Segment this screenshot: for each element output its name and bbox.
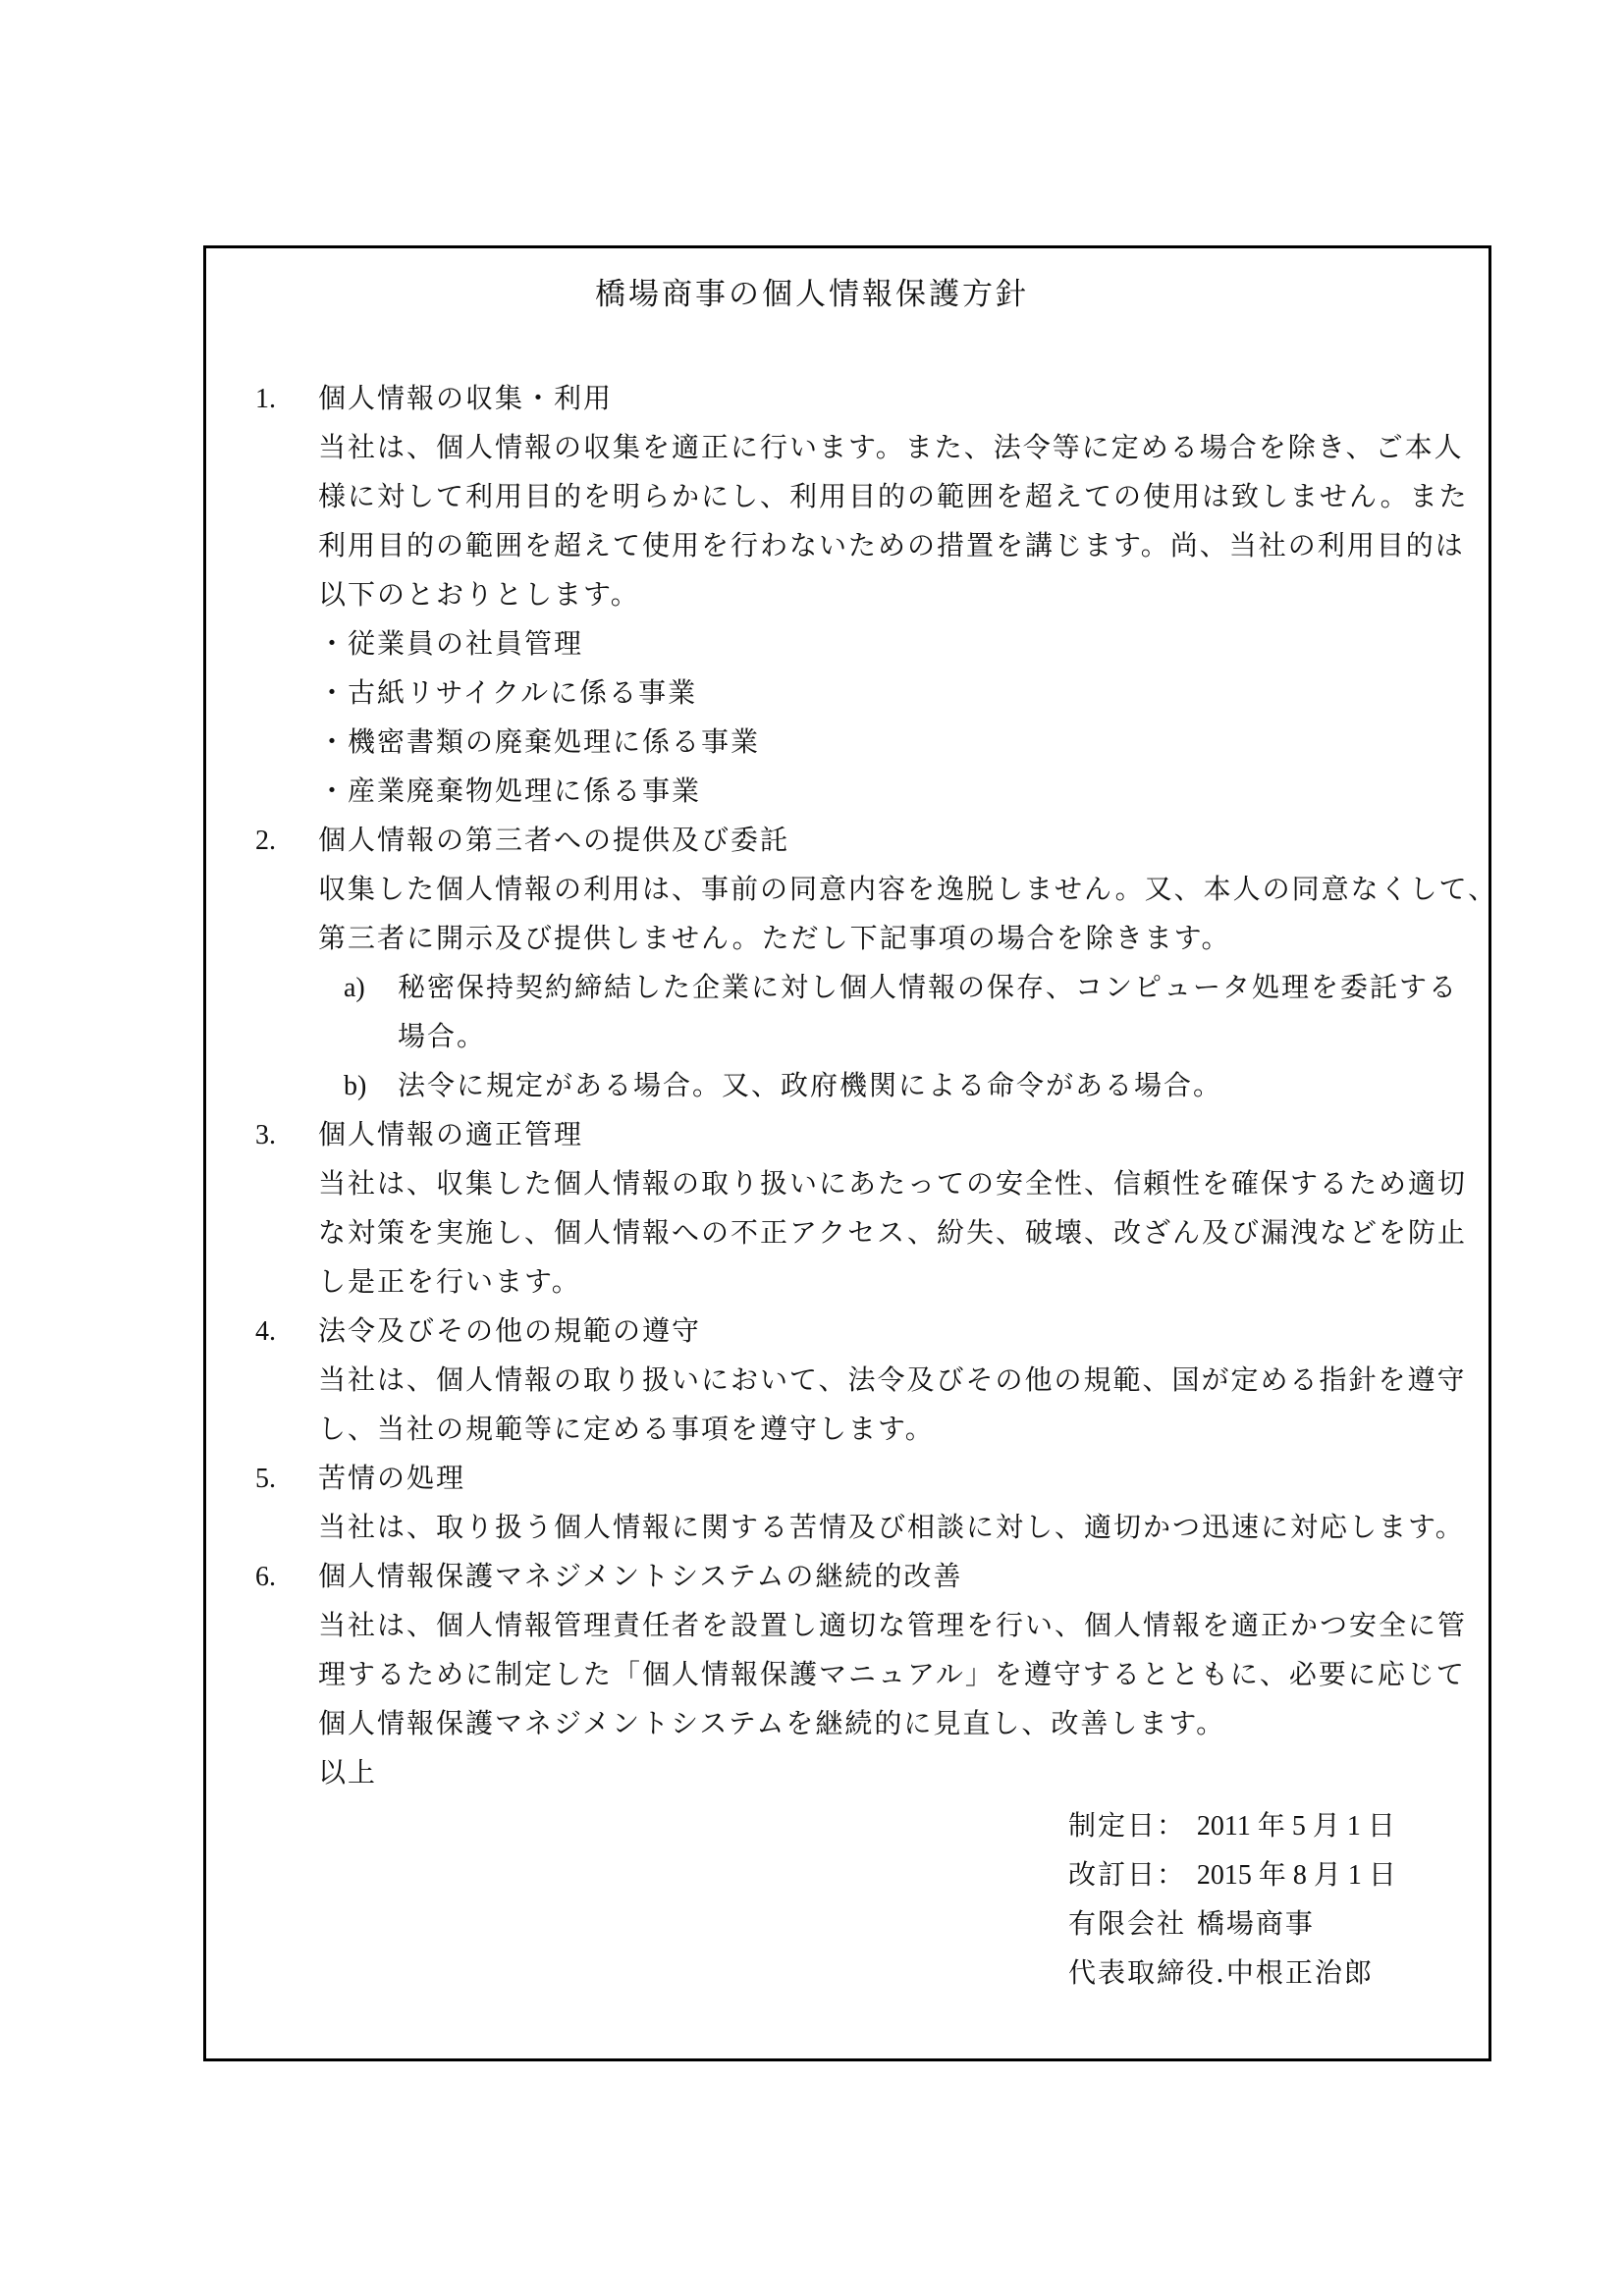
paragraph-line: 理するために制定した「個人情報保護マニュアル」を遵守するとともに、必要に応じて bbox=[318, 1658, 1466, 1690]
bullet-item: ・従業員の社員管理 bbox=[318, 627, 584, 660]
paragraph-line: 当社は、個人情報管理責任者を設置し適切な管理を行い、個人情報を適正かつ安全に管 bbox=[318, 1609, 1468, 1641]
sub-item-a bbox=[255, 963, 1459, 1012]
bullet-item: ・機密書類の廃棄処理に係る事業 bbox=[318, 725, 761, 758]
paragraph-line: 以下のとおりとします。 bbox=[318, 578, 640, 611]
company-name: 有限会社 橋場商事 bbox=[1068, 1907, 1315, 1940]
paragraph-line: 当社は、個人情報の収集を適正に行います。また、法令等に定める場合を除き、ご本人 bbox=[318, 431, 1464, 463]
sub-item-label: b) bbox=[344, 1071, 367, 1101]
representative-name: 代表取締役.中根正治郎 bbox=[1068, 1956, 1374, 1989]
revised-label: 改訂日： bbox=[1068, 1858, 1187, 1891]
paragraph-line: し是正を行います。 bbox=[318, 1265, 581, 1298]
section-heading: 個人情報の第三者への提供及び委託 bbox=[318, 824, 790, 856]
section-2-heading bbox=[255, 816, 1448, 865]
section-number: 3. bbox=[255, 1120, 276, 1150]
signature-block bbox=[1068, 1801, 1396, 1998]
closing-text: 以上 bbox=[318, 1756, 378, 1789]
established-date: 2011 年 5 月 1 日 bbox=[1196, 1811, 1395, 1842]
document-title: 橋場商事の個人情報保護方針 bbox=[595, 277, 1029, 312]
established-date-line bbox=[1068, 1801, 1396, 1850]
section-number: 2. bbox=[255, 826, 276, 856]
paragraph-line: 第三者に開示及び提供しません。ただし下記事項の場合を除きます。 bbox=[318, 922, 1231, 954]
paragraph-line: 様に対して利用目的を明らかにし、利用目的の範囲を超えての使用は致しません。また bbox=[318, 480, 1469, 512]
section-heading: 個人情報の収集・利用 bbox=[318, 382, 614, 414]
paragraph-line: 利用目的の範囲を超えて使用を行わないための措置を講じます。尚、当社の利用目的は bbox=[318, 529, 1465, 561]
section-heading: 個人情報の適正管理 bbox=[318, 1118, 584, 1150]
section-1-heading bbox=[255, 374, 1448, 423]
paragraph-line: 当社は、収集した個人情報の取り扱いにあたっての安全性、信頼性を確保するため適切 bbox=[318, 1167, 1468, 1200]
section-number: 6. bbox=[255, 1562, 276, 1592]
paragraph-line: し、当社の規範等に定める事項を遵守します。 bbox=[318, 1413, 935, 1445]
sub-item-label: a) bbox=[344, 973, 365, 1003]
paragraph-line: 個人情報保護マネジメントシステムを継続的に見直し、改善します。 bbox=[318, 1707, 1226, 1739]
sub-item-b bbox=[255, 1061, 1448, 1110]
paragraph-line: 当社は、個人情報の取り扱いにおいて、法令及びその他の規範、国が定める指針を遵守 bbox=[318, 1363, 1467, 1396]
section-heading: 法令及びその他の規範の遵守 bbox=[318, 1314, 702, 1347]
section-heading: 苦情の処理 bbox=[318, 1462, 466, 1494]
established-label: 制定日： bbox=[1068, 1809, 1187, 1842]
section-heading: 個人情報保護マネジメントシステムの継続的改善 bbox=[318, 1560, 963, 1592]
paragraph-line: 当社は、取り扱う個人情報に関する苦情及び相談に対し、適切かつ迅速に対応します。 bbox=[318, 1511, 1465, 1543]
sub-item-text: 法令に規定がある場合。又、政府機関による命令がある場合。 bbox=[398, 1069, 1223, 1101]
section-6-heading bbox=[255, 1552, 1448, 1601]
paragraph-line: 収集した個人情報の利用は、事前の同意内容を逸脱しません。又、本人の同意なくして、 bbox=[318, 873, 1498, 905]
section-number: 5. bbox=[255, 1464, 276, 1494]
revised-date-line bbox=[1068, 1850, 1396, 1899]
sub-item-text: 秘密保持契約締結した企業に対し個人情報の保存、コンピュータ処理を委託する bbox=[398, 971, 1459, 1003]
bullet-item: ・古紙リサイクルに係る事業 bbox=[318, 676, 698, 709]
bullet-item: ・産業廃棄物処理に係る事業 bbox=[318, 774, 702, 807]
section-5-heading bbox=[255, 1454, 1448, 1503]
section-number: 4. bbox=[255, 1316, 276, 1347]
revised-date: 2015 年 8 月 1 日 bbox=[1196, 1860, 1396, 1891]
policy-body bbox=[255, 374, 1498, 1797]
sub-item-continuation: 場合。 bbox=[398, 1020, 487, 1052]
section-4-heading bbox=[255, 1307, 1448, 1356]
paragraph-line: な対策を実施し、個人情報への不正アクセス、紛失、破壊、改ざん及び漏洩などを防止 bbox=[318, 1216, 1468, 1249]
section-number: 1. bbox=[255, 384, 276, 414]
section-3-heading bbox=[255, 1110, 1448, 1159]
